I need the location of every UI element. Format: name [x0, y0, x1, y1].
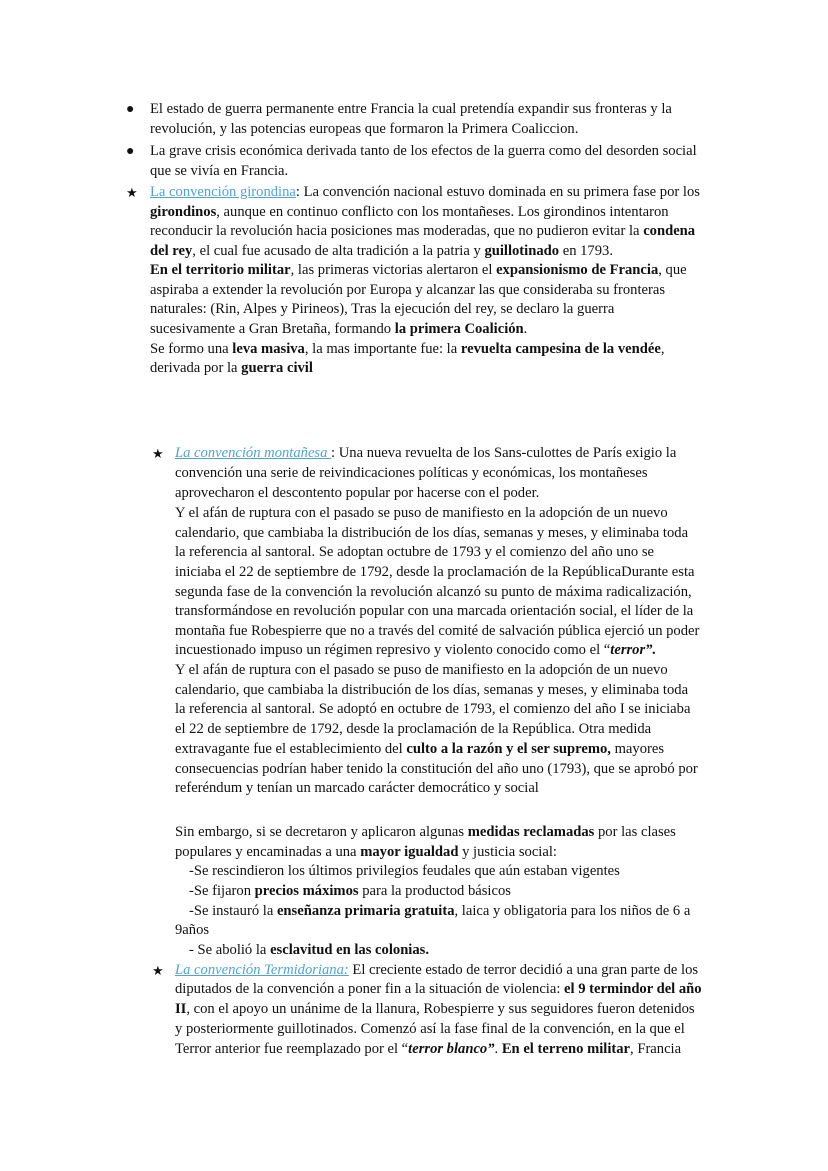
- montanesa-line-7: iniciaba el 22 de septiembre de 1792, desde la proclamación de la RepúblicaDurante esta: [175, 564, 695, 580]
- bullet-2-line-1: La grave crisis económica derivada tanto de los efectos de la guerra como del desorden social: [150, 143, 697, 159]
- bullet-1-line-2: revolución, y las potencias europeas que formaron la Primera Coaliccion.: [150, 121, 579, 137]
- medidas-line-1: Sin embargo, si se decretaron y aplicaron algunas medidas reclamadas por las clases: [175, 824, 676, 840]
- termidoriana-line-5: Terror anterior fue reemplazado por el “terror blanco”. En el terreno militar, Francia: [175, 1041, 682, 1057]
- medidas-item-3: -Se instauró la enseñanza primaria gratuita, laica y obligatoria para los niños de 6 a: [189, 903, 691, 919]
- bullet-icon: ●: [126, 144, 135, 159]
- girondina-line-10: derivada por la guerra civil: [150, 360, 313, 376]
- montanesa-line-8: segunda fase de la convención la revolución alcanzó su punto de máxima radicalización,: [175, 584, 692, 600]
- montanesa-line-5: calendario, que cambiaba la distribución de los días, semanas y meses, y eliminaba toda: [175, 525, 689, 541]
- montanesa-line-9: transformándose en revolución popular con una marcada orientación social, el líder de la: [175, 603, 694, 619]
- montanesa-line-6: la referencia al santoral. Se adoptan octubre de 1793 y el comienzo del año uno se: [175, 544, 654, 560]
- termidoriana-link[interactable]: La convención Termidoriana:: [175, 962, 349, 978]
- montanesa-line-3: aprovecharon el descontento popular por hacerse con el poder.: [175, 485, 540, 501]
- girondina-line-5: En el territorio militar, las primeras victorias alertaron el expansionismo de Francia, que: [150, 262, 687, 278]
- bullet-2-line-2: que se vivía en Francia.: [150, 163, 289, 179]
- montanesa-line-17: consecuencias podrían haber tenido la constitución del año uno (1793), que se aprobó por: [175, 761, 698, 777]
- montanesa-line-18: referéndum y tenían un marcado carácter democrático y social: [175, 780, 539, 796]
- medidas-item-3-cont: 9años: [175, 922, 210, 938]
- montanesa-line-13: calendario, que cambiaba la distribución de los días, semanas y meses, y eliminaba toda: [175, 682, 689, 698]
- girondina-link[interactable]: La convención girondina: [150, 184, 296, 200]
- montanesa-line-11: incuestionado impuso un régimen represivo y violento conocido como el “terror”.: [175, 642, 657, 658]
- girondina-line-8: sucesivamente a Gran Bretaña, formando la primera Coalición.: [150, 321, 528, 337]
- montanesa-line-16: extravagante fue el establecimiento del culto a la razón y el ser supremo, mayores: [175, 741, 665, 757]
- medidas-item-2: -Se fijaron precios máximos para la productod básicos: [189, 883, 511, 899]
- montanesa-line-1: La convención montañesa : Una nueva revuelta de los Sans-culottes de París exigio la: [175, 445, 677, 461]
- montanesa-line-15: el 22 de septiembre de 1792, desde la proclamación de la República. Otra medida: [175, 721, 652, 737]
- montanesa-line-14: la referencia al santoral. Se adoptó en octubre de 1793, el comienzo del año I se iniciaba: [175, 701, 691, 717]
- girondina-line-3: reconducir la revolución hacia posiciones mas moderadas, que no pudieron evitar la condena: [150, 223, 696, 239]
- girondina-line-7: naturales: (Rin, Alpes y Pirineos), Tras la ejecución del rey, se declaro la guerra: [150, 301, 615, 317]
- bullet-icon: ●: [126, 102, 135, 117]
- montanesa-line-4: Y el afán de ruptura con el pasado se puso de manifiesto en la adopción de un nuevo: [175, 505, 668, 521]
- termidoriana-line-2: diputados de la convención a poner fin a la situación de violencia: el 9 termindor del año: [175, 981, 702, 997]
- termidoriana-line-3: II, con el apoyo un unánime de la llanura, Robespierre y sus seguidores fueron detenidos: [175, 1001, 695, 1017]
- star-bullet-icon: ★: [126, 185, 138, 200]
- girondina-line-9: Se formo una leva masiva, la mas importante fue: la revuelta campesina de la vendée,: [150, 341, 665, 357]
- termidoriana-line-1: La convención Termidoriana: El creciente estado de terror decidió a una gran parte de los: [175, 962, 699, 978]
- termidoriana-line-4: y posteriormente guillotinados. Comenzó así la fase final de la convención, en la que el: [175, 1021, 685, 1037]
- montanesa-link[interactable]: La convención montañesa: [175, 445, 332, 461]
- girondina-line-6: aspiraba a extender la revolución por Europa y alcanzar las que consideraba su fronteras: [150, 282, 666, 298]
- girondina-line-2: girondinos, aunque en continuo conflicto con los montañeses. Los girondinos intentaron: [150, 204, 669, 220]
- bullet-1-line-1: El estado de guerra permanente entre Francia la cual pretendía expandir sus fronteras y la: [150, 101, 672, 117]
- girondina-line-1: La convención girondina: La convención nacional estuvo dominada en su primera fase por los: [150, 184, 700, 200]
- medidas-item-1: -Se rescindieron los últimos privilegios feudales que aún estaban vigentes: [189, 863, 620, 879]
- star-bullet-icon: ★: [152, 963, 164, 978]
- star-bullet-icon: ★: [152, 446, 164, 461]
- montanesa-line-2: convención una serie de reivindicaciones políticas y económicas, los montañeses: [175, 465, 648, 481]
- girondina-line-4: del rey, el cual fue acusado de alta tradición a la patria y guillotinado en 1793.: [150, 243, 613, 259]
- montanesa-line-10: montaña fue Robespierre que no a través del comité de salvación pública ejerció un poder: [175, 623, 700, 639]
- medidas-line-2: populares y encaminadas a una mayor igualdad y justicia social:: [175, 844, 557, 860]
- medidas-item-4: - Se abolió la esclavitud en las colonias.: [189, 942, 429, 958]
- montanesa-line-12: Y el afán de ruptura con el pasado se puso de manifiesto en la adopción de un nuevo: [175, 662, 668, 678]
